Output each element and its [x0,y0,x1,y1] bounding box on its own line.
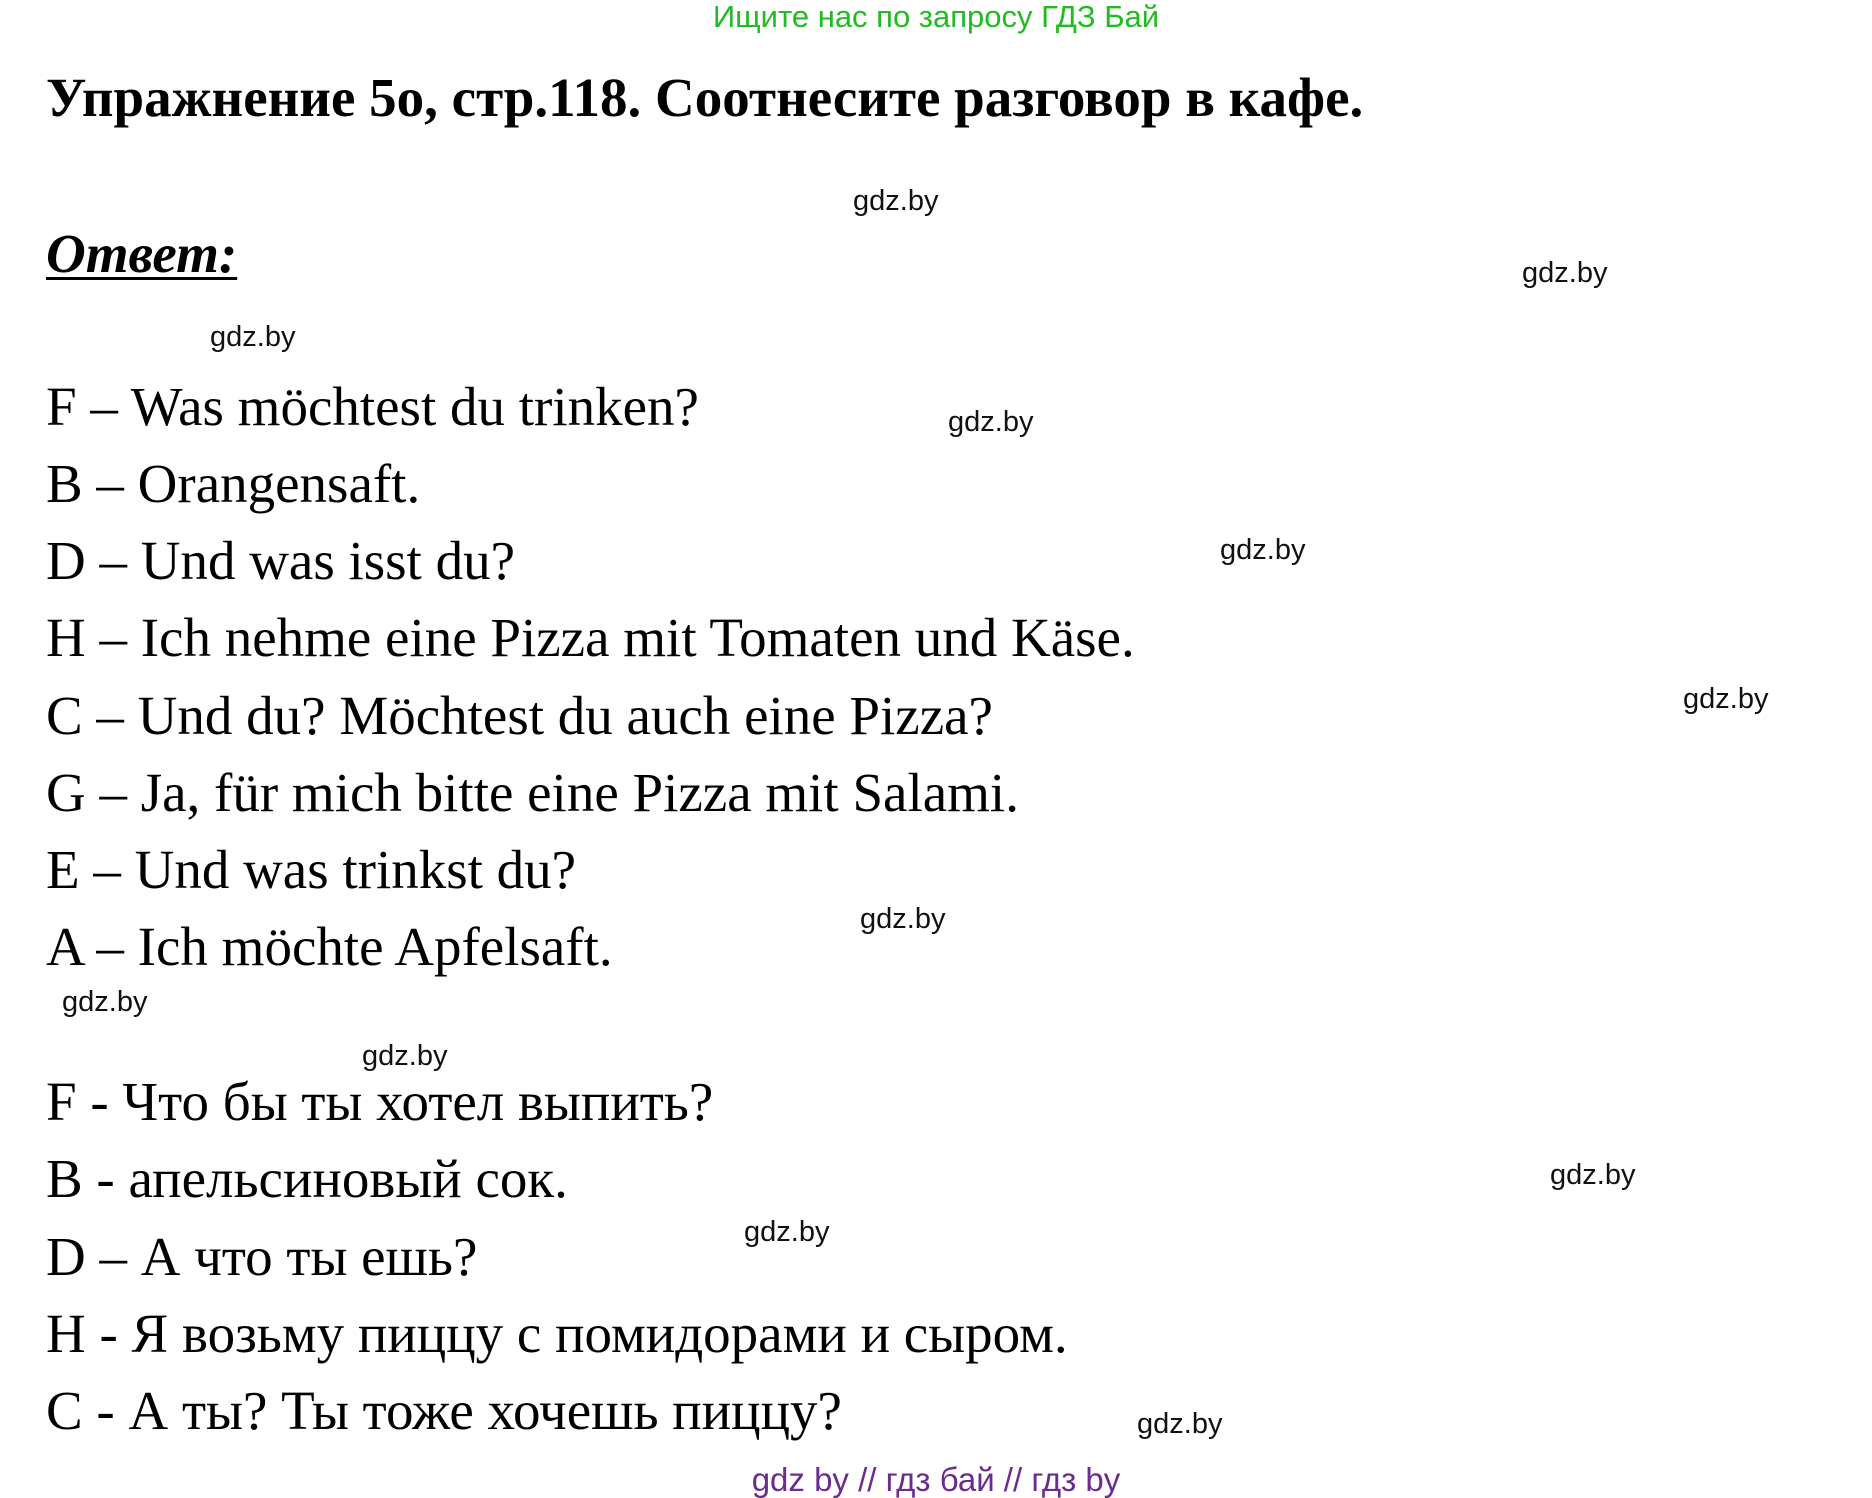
watermark: gdz.by [1137,1408,1223,1440]
dialogue-line-de: F – Was möchtest du trinken? [46,376,699,437]
watermark: gdz.by [1522,257,1608,289]
dialogue-line-de: B – Orangensaft. [46,453,421,514]
dialogue-line-ru: B - апельсиновый сок. [46,1148,568,1209]
dialogue-line-de: D – Und was isst du? [46,530,516,591]
watermark: gdz.by [1683,683,1769,715]
answer-label: Ответ: [46,223,238,284]
dialogue-line-de: H – Ich nehme eine Pizza mit Tomaten und Käse. [46,607,1135,668]
watermark: gdz.by [210,321,296,353]
dialogue-line-ru: F - Что бы ты хотел выпить? [46,1071,714,1132]
dialogue-line-ru: C - А ты? Ты тоже хочешь пиццу? [46,1380,842,1441]
watermark: gdz.by [860,903,946,935]
exercise-title: Упражнение 5о, стр.118. Соотнесите разговор в кафе. [46,67,1364,128]
watermark: gdz.by [1550,1159,1636,1191]
watermark: gdz.by [744,1216,830,1248]
dialogue-line-ru: D – А что ты ешь? [46,1226,478,1287]
watermark: gdz.by [1220,534,1306,566]
watermark: gdz.by [62,986,148,1018]
dialogue-line-de: A – Ich möchte Apfelsaft. [46,916,613,977]
dialogue-line-ru: H - Я возьму пиццу с помидорами и сыром. [46,1303,1068,1364]
watermark: gdz.by [853,185,939,217]
footer-watermark: gdz by // гдз бай // гдз by [751,1461,1121,1498]
search-hint-banner: Ищите нас по запросу ГДЗ Бай [712,0,1160,34]
dialogue-line-de: C – Und du? Möchtest du auch eine Pizza? [46,685,993,746]
watermark: gdz.by [948,406,1034,438]
dialogue-line-de: G – Ja, für mich bitte eine Pizza mit Salami. [46,762,1019,823]
dialogue-line-de: E – Und was trinkst du? [46,839,577,900]
watermark: gdz.by [362,1040,448,1072]
